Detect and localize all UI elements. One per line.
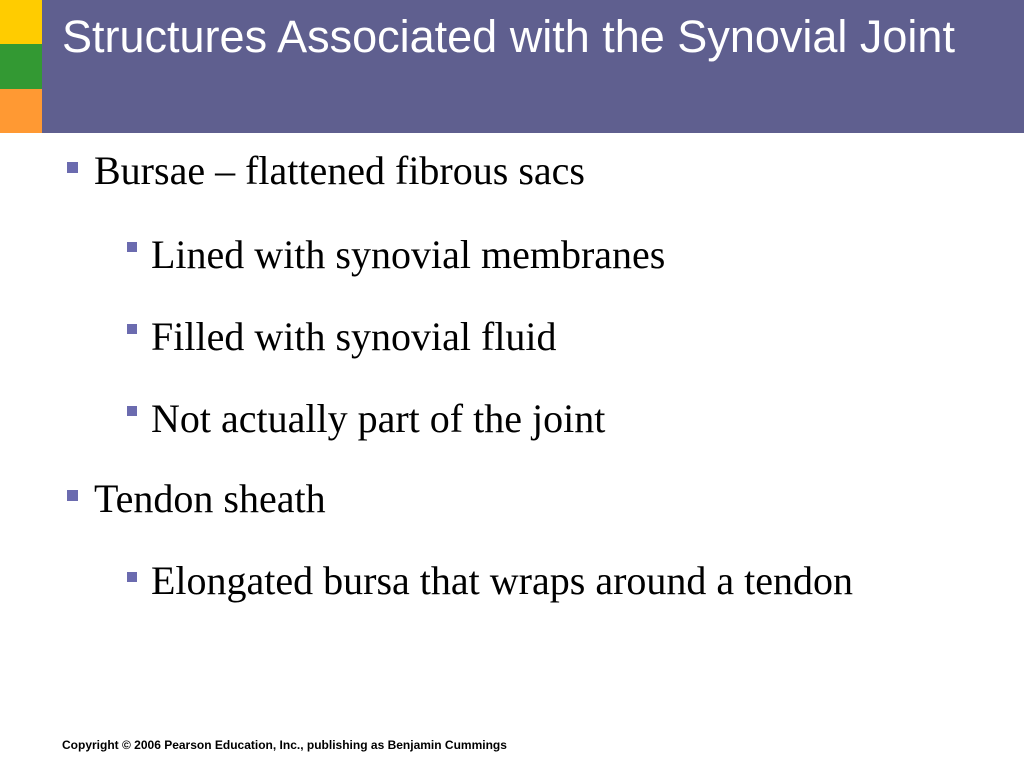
square-bullet-icon	[127, 324, 137, 334]
slide-title: Structures Associated with the Synovial Joint	[62, 11, 955, 62]
copyright-footer: Copyright © 2006 Pearson Education, Inc., publishing as Benjamin Cummings	[62, 738, 507, 752]
accent-block-green	[0, 44, 42, 89]
square-bullet-icon	[67, 490, 78, 501]
sub-bullet-text: Not actually part of the joint	[151, 396, 606, 441]
square-bullet-icon	[127, 572, 137, 582]
bullet-text: Bursae – flattened fibrous sacs	[94, 148, 585, 193]
accent-block-orange	[0, 89, 42, 133]
sub-bullet-item	[151, 310, 871, 364]
sub-bullet-item	[151, 392, 871, 446]
sub-bullet-text: Lined with synovial membranes	[151, 232, 666, 277]
square-bullet-icon	[67, 162, 78, 173]
sub-bullet-item	[151, 554, 871, 608]
sub-bullet-text: Filled with synovial fluid	[151, 314, 557, 359]
sub-bullet-item	[151, 228, 871, 282]
bullet-item	[94, 148, 585, 194]
bullet-item	[94, 476, 326, 522]
accent-block-yellow	[0, 0, 42, 44]
bullet-text: Tendon sheath	[94, 476, 326, 521]
square-bullet-icon	[127, 242, 137, 252]
title-bar	[42, 0, 1024, 133]
sub-bullet-text: Elongated bursa that wraps around a tendon	[151, 558, 854, 603]
square-bullet-icon	[127, 406, 137, 416]
